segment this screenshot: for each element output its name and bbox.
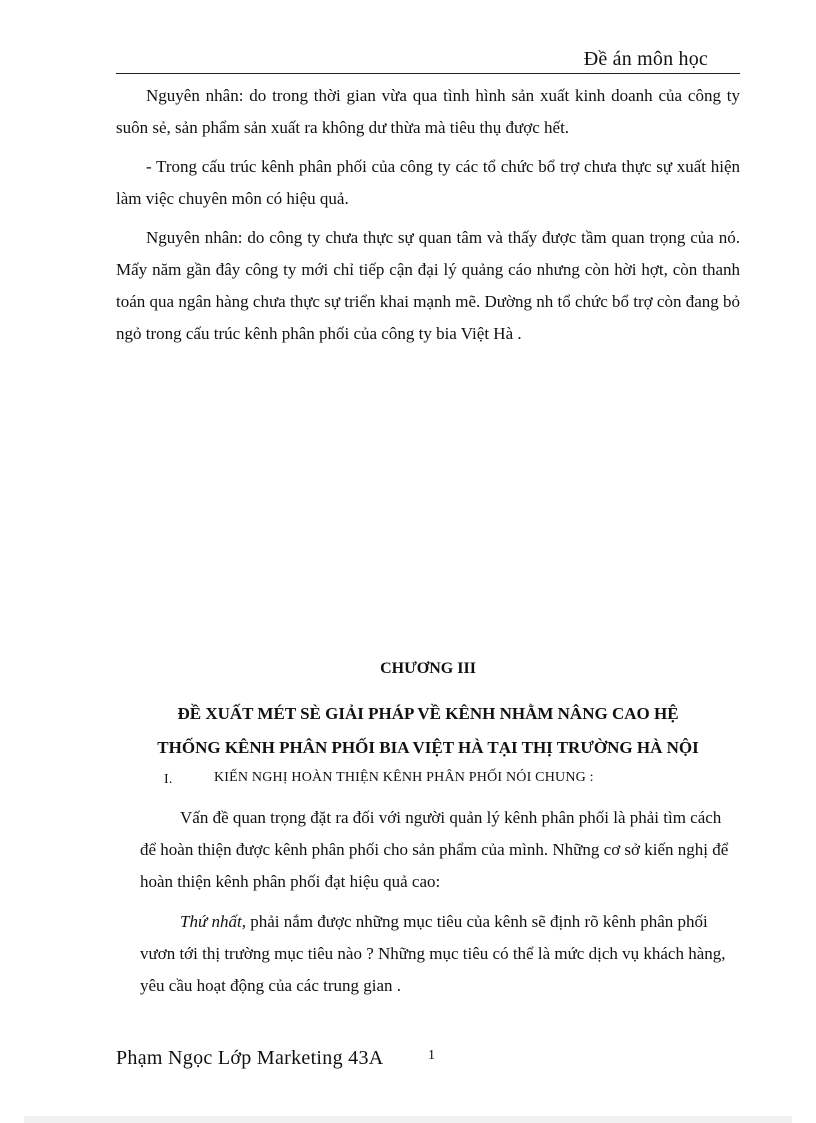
paragraph-cause-1: Nguyên nhân: do trong thời gian vừa qua tình hình sản xuất kinh doanh của công ty suôn sẻ, sản phẩm sản xuất ra không dư thừa mà tiêu thụ được hết. — [116, 86, 740, 137]
section-number: I. — [164, 772, 173, 787]
chapter-title-line-2: THỐNG KÊNH PHÂN PHỐI BIA VIỆT HÀ TẠI THỊ TRƯỜNG HÀ NỘI — [157, 738, 699, 757]
page-number: 1 — [428, 1048, 435, 1063]
body-text-top — [116, 80, 740, 350]
paragraph-support-orgs: - Trong cấu trúc kênh phân phối của công ty các tổ chức bổ trợ chưa thực sự xuất hiện làm việc chuyên môn có hiệu quả. — [116, 157, 740, 208]
header-title: Đề án môn học — [583, 48, 708, 70]
first-point-text: phải nắm được những mục tiêu của kênh sẽ định rõ kênh phân phối vươn tới thị trường mục tiêu nào ? Những mục tiêu có thể là mức dịch vụ khách hàng, yêu cầu hoạt động của các trung gian . — [140, 912, 726, 995]
chapter-number: CHƯƠNG III — [380, 660, 476, 677]
footer-author: Phạm Ngọc Lớp Marketing 43A — [116, 1047, 384, 1069]
chapter-title — [116, 697, 740, 765]
first-point-label: Thứ nhất, — [180, 912, 246, 931]
paragraph-intro: Vấn đề quan trọng đặt ra đối với người quản lý kênh phân phối là phải tìm cách để hoàn thiện được kênh phân phối cho sản phẩm của mình. Những cơ sở kiến nghị để hoàn thiện kênh phân phối đạt hiệu quả cao: — [140, 808, 729, 891]
header-divider — [116, 73, 740, 74]
paragraph-first-point — [140, 906, 730, 1002]
page-bottom-edge — [24, 1116, 792, 1123]
section-title: KIẾN NGHỊ HOÀN THIỆN KÊNH PHÂN PHỐI NÓI CHUNG : — [214, 770, 594, 785]
chapter-title-line-1: ĐỀ XUẤT MÉT SÈ GIẢI PHÁP VỀ KÊNH NHẰM NÂNG CAO HỆ — [177, 704, 679, 723]
paragraph-cause-2: Nguyên nhân: do công ty chưa thực sự quan tâm và thấy được tầm quan trọng của nó. Mấy năm gần đây công ty mới chỉ tiếp cận đại lý quảng cáo nhưng còn hời hợt, còn thanh toán qua ngân hàng chưa thực sự triển khai mạnh mẽ. Dường nh tổ chức bổ trợ còn đang bỏ ngỏ trong cấu trúc kênh phân phối của công ty bia Việt Hà . — [116, 228, 740, 343]
body-text-bottom — [140, 802, 730, 1010]
